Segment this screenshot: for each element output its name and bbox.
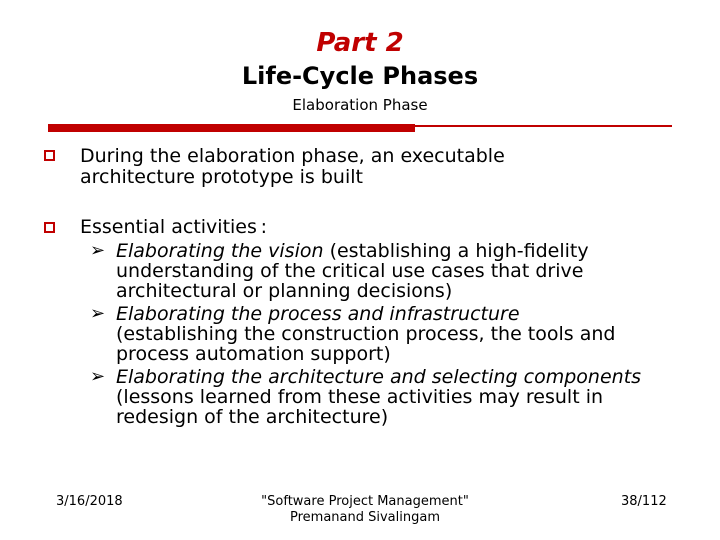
activity-title: Elaborating the vision	[116, 240, 324, 262]
activity-text: redesign of the architecture)	[116, 406, 389, 428]
title-rule-thin	[415, 125, 672, 127]
activity-text: (establishing a high-fidelity	[323, 240, 589, 262]
footer-author: Premanand Sivalingam	[290, 510, 440, 525]
activity-item	[116, 241, 686, 301]
bullet-line: architecture prototype is built	[80, 166, 363, 188]
bullet-elaboration-phase	[80, 146, 680, 188]
activity-item	[116, 304, 686, 364]
slide-subtitle: Elaboration Phase	[292, 96, 428, 114]
footer-date: 3/16/2018	[56, 494, 123, 509]
activity-text: (lessons learned from these activities may result in	[116, 386, 604, 408]
arrow-bullet-icon: ➢	[90, 240, 106, 261]
arrow-bullet-icon: ➢	[90, 366, 106, 387]
activity-text: (establishing the construction process, the tools and	[116, 323, 616, 345]
square-bullet-icon	[44, 222, 55, 233]
footer-course-title: "Software Project Management"	[261, 494, 469, 509]
slide-title: Life-Cycle Phases	[241, 62, 479, 90]
activity-text: process automation support)	[116, 343, 391, 365]
square-bullet-icon	[44, 150, 55, 161]
activity-text: understanding of the critical use cases that drive	[116, 260, 584, 282]
activity-title: Elaborating the process and infrastructure	[116, 303, 520, 325]
activity-text: architectural or planning decisions)	[116, 280, 453, 302]
title-rule-thick	[48, 124, 415, 132]
activity-title: Elaborating the architecture and selecting components	[116, 366, 642, 388]
activity-item	[116, 367, 686, 427]
bullet-essential-activities: Essential activities :	[80, 216, 268, 238]
bullet-line: During the elaboration phase, an executable	[80, 145, 505, 167]
footer-page-number: 38/112	[621, 494, 667, 509]
arrow-bullet-icon: ➢	[90, 303, 106, 324]
part-label: Part 2	[316, 28, 404, 58]
footer-course	[230, 494, 500, 526]
